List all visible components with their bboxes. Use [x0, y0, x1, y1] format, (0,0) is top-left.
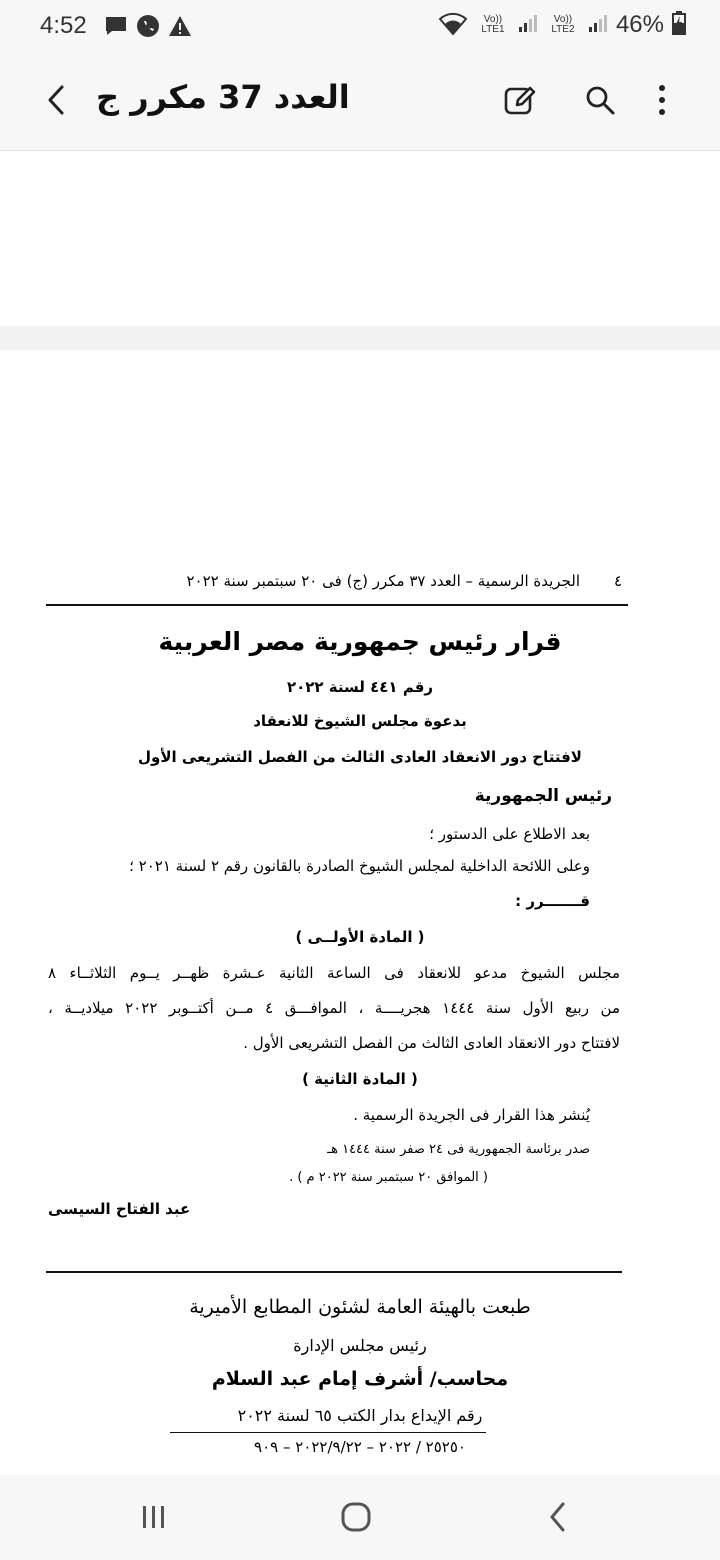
home-button[interactable]	[326, 1497, 386, 1541]
search-icon	[584, 84, 616, 120]
chevron-left-icon	[44, 84, 68, 120]
footer-code-divider	[170, 1432, 486, 1433]
recent-apps-button[interactable]	[124, 1497, 184, 1541]
page-gap	[0, 326, 720, 350]
article-1-title: ( المادة الأولــى )	[295, 928, 425, 946]
issuer: رئيس الجمهورية	[474, 786, 612, 806]
decided-label: قـــــــرر :	[515, 892, 590, 910]
search-button[interactable]	[578, 80, 622, 124]
back-icon	[548, 1501, 568, 1537]
battery-charging-icon	[672, 11, 686, 39]
warning-icon	[168, 15, 192, 41]
sim1-label: Vo)) LTE1	[481, 14, 505, 35]
home-icon	[340, 1501, 372, 1537]
footer-printer: طبعت بالهيئة العامة لشئون المطابع الأميرية	[189, 1296, 531, 1318]
back-button[interactable]	[34, 80, 78, 124]
preamble-regulation: وعلى اللائحة الداخلية لمجلس الشيوخ الصادرة بالقانون رقم ٢ لسنة ٢٠٢١ ؛	[129, 857, 590, 875]
decree-purpose: لافتتاح دور الانعقاد العادى الثالث من الفصل التشريعى الأول	[138, 748, 582, 766]
footer-deposit-number: رقم الإيداع بدار الكتب ٦٥ لسنة ٢٠٢٢	[237, 1406, 483, 1425]
signal-icon-2	[588, 13, 608, 37]
issued-date-gregorian: ( الموافق ٢٠ سبتمبر سنة ٢٠٢٢ م ) .	[289, 1170, 488, 1185]
app-bar	[0, 56, 720, 151]
more-options-button[interactable]	[640, 80, 684, 124]
back-nav-button[interactable]	[528, 1497, 588, 1541]
previous-page-bottom	[0, 151, 720, 326]
sim2-label: Vo)) LTE2	[551, 14, 575, 35]
decree-title: قرار رئيس جمهورية مصر العربية	[158, 627, 562, 656]
document-title: العدد 37 مكرر ج	[96, 78, 350, 116]
footer-board-title: رئيس مجلس الإدارة	[293, 1336, 427, 1355]
footer-code: ٢٥٢٥٠ / ٢٠٢٢ – ٢٠٢٢/٩/٢٢ – ٩٠٩	[254, 1438, 466, 1456]
more-vertical-icon	[657, 83, 667, 121]
signature: عبد الفتاح السيسى	[48, 1200, 191, 1218]
decree-subject: بدعوة مجلس الشيوخ للانعقاد	[253, 712, 467, 730]
header-divider	[46, 604, 628, 606]
document-page[interactable]	[0, 350, 720, 1475]
notification-icons	[104, 14, 192, 42]
navigation-bar	[0, 1475, 720, 1560]
status-bar	[0, 0, 720, 56]
recent-apps-icon	[139, 1504, 169, 1534]
article-1-line-2: من ربيع الأول سنة ١٤٤٤ هجريــــة ، الموافـــق ٤ مــن أكتــوبر ٢٠٢٢ ميلاديــة ،	[48, 999, 620, 1017]
page-number: ٤	[613, 572, 622, 590]
status-time: 4:52	[40, 12, 87, 39]
article-1-line-3: لافتتاح دور الانعقاد العادى الثالث من الفصل التشريعى الأول .	[243, 1034, 620, 1052]
issued-date-hijri: صدر برئاسة الجمهورية فى ٢٤ صفر سنة ١٤٤٤ هـ	[327, 1142, 590, 1157]
edit-button[interactable]	[498, 80, 542, 124]
message-icon	[104, 15, 128, 41]
decree-number: رقم ٤٤١ لسنة ٢٠٢٢	[286, 678, 434, 696]
whatsapp-icon	[136, 14, 160, 42]
page-header	[46, 572, 626, 604]
preamble-constitution: بعد الاطلاع على الدستور ؛	[429, 825, 590, 843]
signal-icon-1	[518, 13, 538, 37]
page-header-text: الجريدة الرسمية – العدد ٣٧ مكرر (ج) فى ٢٠ سبتمبر سنة ٢٠٢٢	[186, 572, 580, 590]
article-1-line-1: مجلس الشيوخ مدعو للانعقاد فى الساعة الثانية عـشرة ظهــر يــوم الثلاثــاء ٨	[48, 964, 620, 982]
footer-divider	[46, 1271, 622, 1273]
edit-icon	[503, 83, 537, 121]
status-indicators	[438, 10, 686, 40]
article-2-text: يُنشر هذا القرار فى الجريدة الرسمية .	[353, 1106, 590, 1124]
article-2-title: ( المادة الثانية )	[302, 1070, 418, 1088]
footer-chairman-name: محاسب/ أشرف إمام عبد السلام	[211, 1368, 509, 1390]
wifi-icon	[438, 10, 468, 40]
battery-percent: 46%	[615, 11, 664, 38]
